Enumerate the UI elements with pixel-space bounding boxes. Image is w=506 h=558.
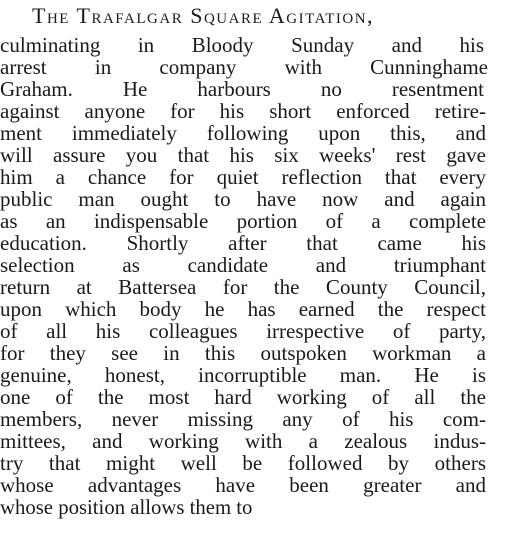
text-line: him a chance for quiet reflection that every	[0, 165, 486, 189]
text-line: against anyone for his short enforced retire-	[0, 99, 486, 123]
text-line: whose position allows them to	[0, 495, 253, 519]
text-line: one of the most hard working of all the	[0, 385, 486, 409]
text-line: as an indispensable portion of a complete	[0, 209, 486, 233]
section-heading: The Trafalgar Square Agitation,	[32, 3, 375, 28]
text-line: try that might well be followed by others	[0, 451, 486, 475]
text-line: ment immediately following upon this, and	[0, 121, 486, 145]
text-line: for they see in this outspoken workman a	[0, 341, 486, 365]
article-body	[0, 34, 506, 518]
text-line: whose advantages have been greater and	[0, 473, 486, 497]
text-line: return at Battersea for the County Council,	[0, 275, 486, 299]
text-line: upon which body he has earned the respect	[0, 297, 486, 321]
text-line: genuine, honest, incorruptible man. He is	[0, 363, 486, 387]
text-line: public man ought to have now and again	[0, 187, 486, 211]
text-line: mittees, and working with a zealous indus-	[0, 429, 486, 453]
text-line: members, never missing any of his com-	[0, 407, 486, 431]
text-line: selection as candidate and triumphant	[0, 253, 486, 277]
text-line: education. Shortly after that came his	[0, 231, 486, 255]
text-line: of all his colleagues irrespective of party,	[0, 319, 486, 343]
text-line: Graham. He harbours no resentment	[0, 77, 484, 101]
text-line: arrest in company with Cunninghame	[0, 55, 488, 79]
text-line: will assure you that his six weeks' rest gave	[0, 143, 486, 167]
text-line: culminating in Bloody Sunday and his	[0, 33, 484, 57]
